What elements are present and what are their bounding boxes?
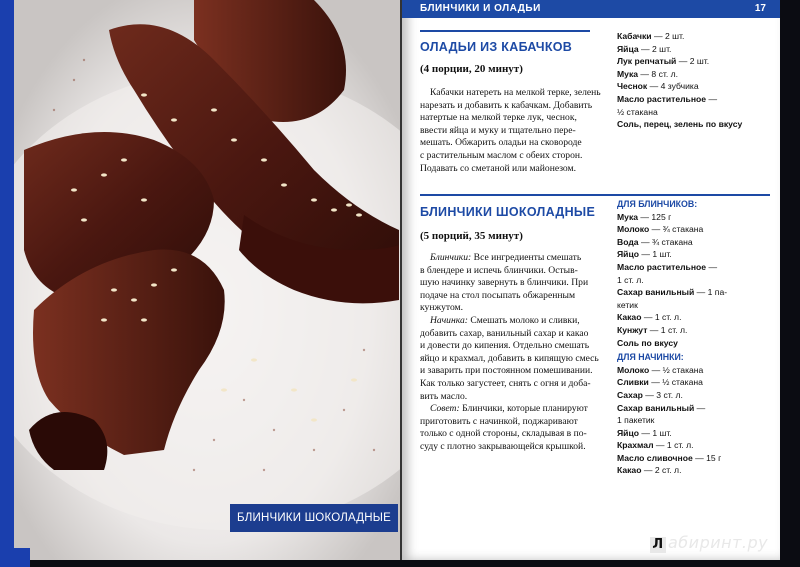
ingredient-qty: — ¾ стакана (638, 236, 693, 247)
ingredient-name: Масло растительное (617, 261, 707, 272)
ingredient-item (617, 389, 772, 402)
ingredient-item (617, 452, 772, 465)
ingredient-item (617, 337, 772, 350)
ingredient-name: Яйцо (617, 427, 639, 438)
ingredient-item (617, 324, 772, 337)
text-line: шую начинку завернуть в блинчики. При (420, 277, 589, 289)
watermark (650, 533, 768, 553)
ingredient-item (617, 427, 772, 440)
ingredient-qty: — 2 ст. л. (641, 465, 682, 476)
ingredient-item (617, 118, 767, 131)
ingredient-name: Масло растительное (617, 93, 707, 104)
recipe2-portions: (5 порций, 35 минут) (420, 230, 523, 242)
ingredient-item (617, 43, 767, 56)
running-header (402, 0, 780, 18)
ingredient-item (617, 55, 767, 68)
ingredient-name: Соль, перец, зелень по вкусу (617, 119, 743, 130)
title-rule (420, 30, 590, 32)
ingredient-item (617, 414, 772, 427)
ingredient-qty: ½ стакана (617, 106, 658, 117)
ingredient-item (617, 93, 767, 106)
text-line: подаче на стол посыпать обжаренным (420, 289, 576, 301)
text-line: с растительным маслом с обеих сторон. (420, 149, 583, 161)
text-line: яйцо и крахмал, добавить в кипящую смесь (420, 352, 599, 364)
ingredient-item (617, 236, 772, 249)
ingredient-qty: — 4 зубчика (647, 81, 699, 92)
ingredient-item (617, 311, 772, 324)
ingredient-name: Молоко (617, 364, 650, 375)
ingredient-qty: — ½ стакана (649, 364, 704, 375)
ingredient-item (617, 261, 772, 274)
text-line: в блендере и испечь блинчики. Остыв- (420, 264, 578, 276)
tip-paragraph (420, 403, 610, 416)
ingredient-name: Мука (617, 68, 639, 79)
text-line: кунжутом. (420, 302, 464, 314)
text-line: только с одной стороны, складывая в по- (420, 428, 587, 440)
ingredient-name: Какао (617, 465, 642, 476)
ingredient-qty: — ½ стакана (648, 377, 703, 388)
filling-ingredients-heading: ДЛЯ НАЧИНКИ: (617, 352, 684, 363)
text-line: мешать. Обжарить оладьи на сковороде (420, 137, 582, 149)
recipe-separator (420, 194, 770, 196)
text-line: вить масло. (420, 390, 468, 402)
ingredient-item (617, 274, 772, 287)
ingredient-qty: — 1 шт. (639, 249, 672, 260)
section-title: БЛИНЧИКИ И ОЛАДЬИ (420, 3, 541, 14)
left-edge-strip (0, 0, 14, 567)
ingredient-qty: — 2 шт. (638, 43, 672, 54)
ingredient-name: Кунжут (617, 324, 648, 335)
recipe1-portions: (4 порции, 20 минут) (420, 63, 523, 75)
filling-paragraph (420, 315, 610, 328)
ingredient-name: Сливки (617, 377, 649, 388)
ingredient-name: Крахмал (617, 440, 654, 451)
crepes-ingredients-heading: ДЛЯ БЛИНЧИКОВ: (617, 199, 698, 209)
ingredient-item (617, 364, 772, 377)
text-line: и довести до кипения. Отдельно смешать (420, 340, 590, 352)
text-line: суду с плотно закрывающейся крышкой. (420, 440, 586, 452)
ingredient-item (617, 286, 772, 299)
ingredient-qty: — 1 па- (694, 287, 728, 298)
crepes-paragraph (420, 252, 610, 265)
ingredient-qty: — 1 шт. (639, 427, 672, 438)
ingredient-qty: — 8 ст. л. (638, 68, 679, 79)
text-line: Подавать со сметаной или майонезом. (420, 162, 577, 174)
watermark-logo: Л (650, 537, 666, 553)
ingredient-qty: — 125 г (638, 211, 672, 222)
recipe-page (402, 0, 780, 560)
ingredient-name: Соль по вкусу (617, 337, 678, 348)
photo-page (14, 0, 402, 560)
ingredient-qty: — ¾ стакана (649, 224, 704, 235)
ingredient-qty: — 1 ст. л. (641, 312, 682, 323)
ingredient-name: Яйца (617, 43, 639, 54)
ingredient-name: Мука (617, 211, 639, 222)
ingredient-name: Яйцо (617, 249, 639, 260)
ingredient-item (617, 439, 772, 452)
ingredient-name: Лук репчатый (617, 56, 677, 67)
watermark-text: абиринт.ру (668, 533, 769, 552)
ingredient-name: Молоко (617, 224, 650, 235)
ingredient-item (617, 106, 767, 119)
ingredient-qty: — 2 шт. (651, 31, 685, 41)
tip-first-line: Блинчики, которые планируют (459, 403, 588, 415)
ingredient-qty: — (706, 93, 718, 104)
ingredient-qty: 1 пакетик (617, 415, 655, 426)
ingredient-item (617, 80, 767, 93)
page-number: 17 (754, 3, 766, 14)
photo-caption: БЛИНЧИКИ ШОКОЛАДНЫЕ (230, 504, 398, 532)
text-line: Кабачки натереть на мелкой терке, зелень (430, 87, 601, 98)
ingredient-qty: — 2 шт. (676, 56, 710, 67)
ingredient-item (617, 464, 772, 477)
ingredient-item (617, 376, 772, 389)
ingredient-name: Вода (617, 236, 639, 247)
text-line: натертые на мелкой терке лук, чеснок, (420, 112, 577, 124)
bottom-blue-corner (0, 548, 30, 567)
ingredient-item (617, 248, 772, 261)
recipe2-title: БЛИНЧИКИ ШОКОЛАДНЫЕ (420, 205, 596, 219)
ingredient-name: Сахар ванильный (617, 287, 695, 298)
ingredient-qty: — 1 ст. л. (647, 324, 688, 335)
ingredient-item (617, 402, 772, 415)
ingredient-qty: — 3 ст. л. (642, 389, 683, 400)
ingredient-qty: — (706, 261, 718, 272)
ingredient-name: Чеснок (617, 81, 648, 92)
text-line: и заварить при постоянном помешивании. (420, 365, 593, 377)
ingredient-item (617, 30, 767, 43)
ingredient-item (617, 223, 772, 236)
ingredient-name: Сахар ванильный (617, 402, 695, 413)
ingredient-qty: кетик (617, 299, 638, 310)
ingredient-item (617, 299, 772, 312)
ingredient-name: Масло сливочное (617, 452, 693, 463)
filling-label: Начинка: (430, 314, 468, 326)
text-line: приготовить с начинкой, поджаривают (420, 415, 578, 427)
tip-label: Совет: (430, 403, 460, 415)
text-line: Как только загустеет, снять с огня и доба- (420, 377, 591, 389)
text-line: нарезать и добавить к кабачкам. Добавить (420, 99, 593, 111)
recipe1-method (420, 87, 610, 175)
text-line: добавить сахар, ванильный сахар и какао (420, 327, 589, 339)
crepes-first-line: Все ингредиенты смешать (471, 252, 582, 263)
ingredient-qty: — 15 г (692, 452, 722, 463)
text-line: ввести яйца и муку и тщательно пере- (420, 124, 576, 136)
ingredient-qty: — 1 ст. л. (653, 440, 694, 451)
recipe1-ingredients (617, 30, 767, 131)
ingredient-qty: — (694, 402, 706, 413)
recipe2-method (420, 252, 610, 454)
ingredient-item (617, 211, 772, 224)
ingredient-item (617, 68, 767, 81)
crepes-photo (14, 0, 400, 560)
ingredient-qty: 1 ст. л. (617, 274, 644, 285)
ingredient-name: Сахар (617, 389, 643, 400)
recipe2-ingredients (617, 198, 772, 477)
recipe1-title: ОЛАДЬИ ИЗ КАБАЧКОВ (420, 40, 573, 54)
ingredient-name: Кабачки (617, 31, 652, 41)
filling-first-line: Смешать молоко и сливки, (467, 314, 580, 326)
crepes-label: Блинчики: (430, 252, 472, 263)
ingredient-name: Какао (617, 312, 642, 323)
